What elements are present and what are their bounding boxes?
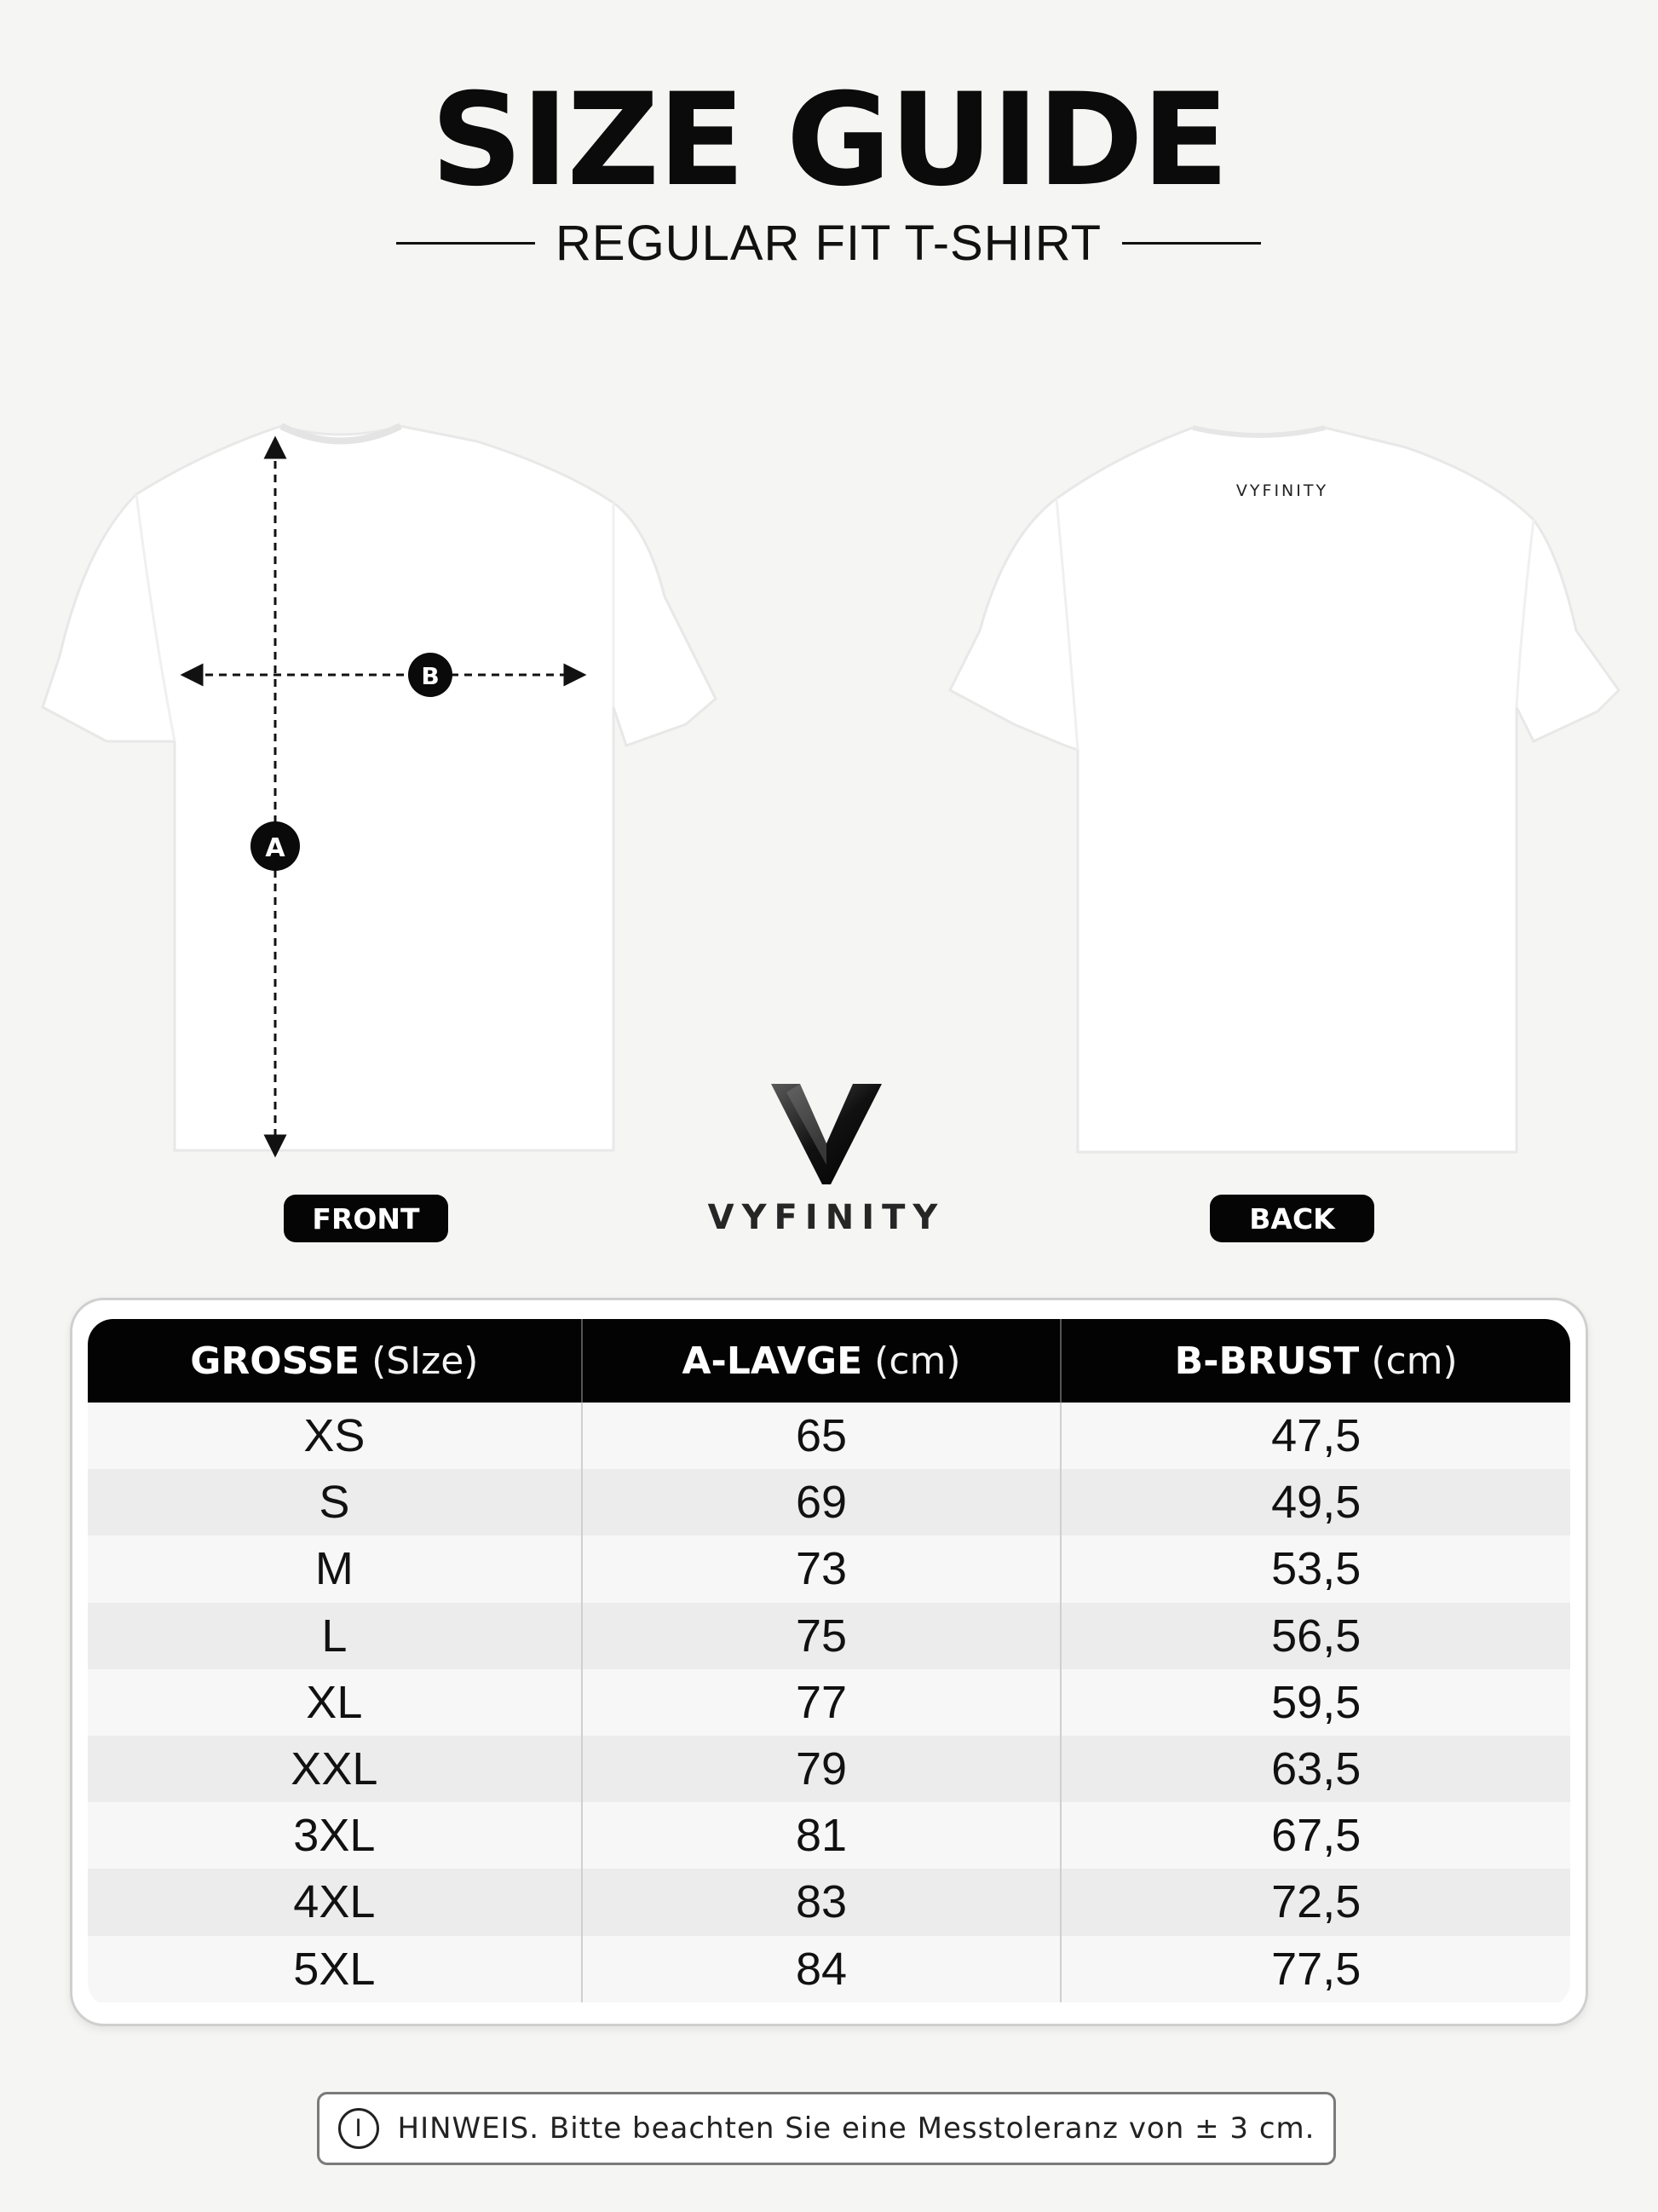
cell-chest: 49,5 [1060,1469,1570,1535]
table-row [88,1869,1570,1935]
cell-length: 81 [581,1802,1061,1869]
table-body [88,1403,1570,2002]
header-length [581,1319,1061,1403]
cell-length: 73 [581,1535,1061,1602]
table-row [88,1936,1570,2002]
marker-b [408,653,452,697]
marker-a-label: A [265,833,285,863]
cell-chest: 72,5 [1060,1869,1570,1935]
brand-name: VYFINITY [707,1198,946,1237]
cell-size: 4XL [293,1876,376,1928]
table-header [88,1319,1570,1403]
back-tshirt-illustration [946,418,1627,1167]
table-row [88,1736,1570,1802]
cell-size: XL [306,1676,363,1728]
cell-size: 3XL [293,1810,376,1862]
front-tshirt-illustration [34,418,724,1167]
cell-chest: 77,5 [1060,1936,1570,2002]
header-size-bold: GROSSE [190,1339,360,1383]
header-length-bold: A-LAVGE [682,1339,863,1383]
front-label: FRONT [284,1195,448,1242]
table-row [88,1469,1570,1535]
cell-chest: 53,5 [1060,1535,1570,1602]
cell-length: 84 [581,1936,1061,2002]
cell-size: M [314,1543,354,1595]
cell-chest: 59,5 [1060,1669,1570,1736]
cell-size: S [319,1477,350,1529]
header-chest [1060,1319,1570,1403]
cell-length: 83 [581,1869,1061,1935]
table-row [88,1535,1570,1602]
cell-length: 75 [581,1603,1061,1669]
cell-size: L [321,1610,348,1662]
table-row [88,1669,1570,1736]
back-shirt-body [950,428,1619,1152]
cell-size: XS [303,1410,366,1462]
marker-a [250,821,300,871]
cell-chest: 67,5 [1060,1802,1570,1869]
header-chest-unit: (cm) [1371,1339,1458,1383]
back-label: BACK [1210,1195,1374,1242]
subtitle: REGULAR FIT T-SHIRT [556,215,1102,271]
subtitle-rule-right [1122,242,1261,245]
v-logo-icon [771,1084,882,1184]
header-size [88,1319,581,1403]
header-length-unit: (cm) [874,1339,961,1383]
subtitle-row [396,209,1261,277]
tolerance-note-text: HINWEIS. Bitte beachten Sie eine Messtoleranz von ± 3 cm. [397,2111,1315,2146]
cell-length: 79 [581,1736,1061,1802]
marker-b-label: B [421,662,440,690]
back-tshirt-svg [946,418,1627,1167]
cell-length: 69 [581,1469,1061,1535]
page-title: SIZE GUIDE [430,66,1228,215]
size-table [88,1319,1570,2008]
cell-chest: 56,5 [1060,1603,1570,1669]
tolerance-note [317,2092,1336,2165]
front-tshirt-svg [34,418,724,1167]
header-chest-bold: B-BRUST [1174,1339,1360,1383]
back-print-text: VYFINITY [1235,481,1329,500]
header-size-unit: (SIze) [371,1339,479,1383]
cell-size: 5XL [293,1943,376,1995]
cell-length: 77 [581,1669,1061,1736]
cell-size: XXL [291,1743,378,1795]
table-row [88,1403,1570,1469]
cell-chest: 63,5 [1060,1736,1570,1802]
cell-length: 65 [581,1403,1061,1469]
subtitle-rule-left [396,242,535,245]
table-row [88,1603,1570,1669]
table-row [88,1802,1570,1869]
info-icon: I [338,2108,379,2149]
cell-chest: 47,5 [1060,1403,1570,1469]
